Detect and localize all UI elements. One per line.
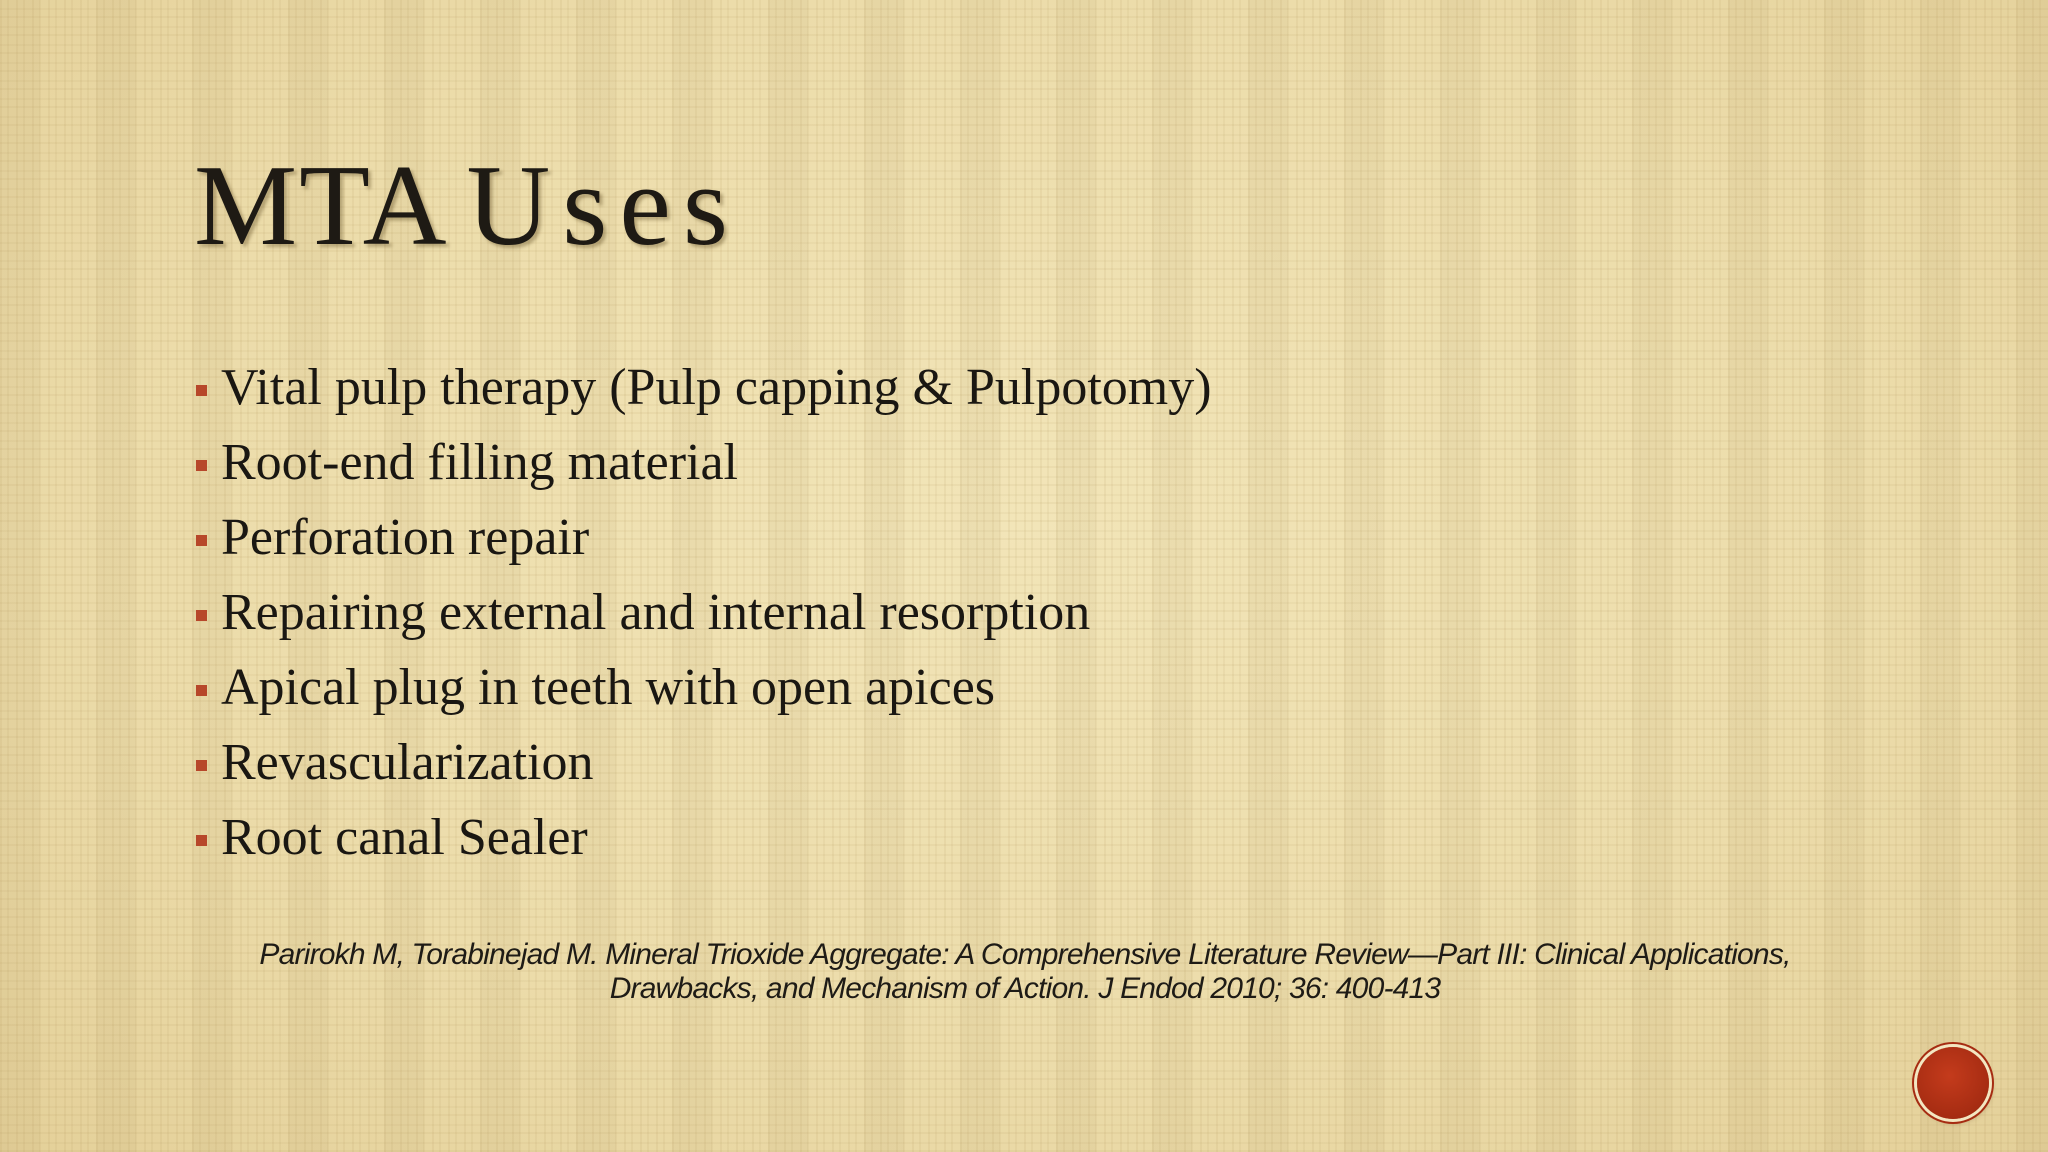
square-bullet-icon (196, 610, 207, 621)
bullet-text: Perforation repair (221, 508, 590, 566)
bullet-text: Repairing external and internal resorption (221, 583, 1091, 641)
bullet-item (196, 800, 1212, 875)
bullet-item (196, 425, 1212, 500)
bullet-item (196, 725, 1212, 800)
square-bullet-icon (196, 460, 207, 471)
citation (200, 938, 1850, 1006)
bullet-text: Root canal Sealer (221, 808, 588, 866)
slide-title-part1: MTA (194, 142, 449, 270)
bullet-text: Vital pulp therapy (Pulp capping & Pulpotomy) (221, 358, 1212, 416)
citation-line-1: Parirokh M, Torabinejad M. Mineral Trioxide Aggregate: A Comprehensive Literature Review—Part III: Clinical Applications, (259, 938, 1791, 971)
square-bullet-icon (196, 685, 207, 696)
bullet-text: Apical plug in teeth with open apices (221, 658, 996, 716)
square-bullet-icon (196, 760, 207, 771)
slide-nav-button[interactable] (1917, 1047, 1989, 1119)
bullet-text: Root-end filling material (221, 433, 738, 491)
bullet-text: Revascularization (221, 733, 594, 791)
bullet-item (196, 500, 1212, 575)
square-bullet-icon (196, 835, 207, 846)
citation-line-2: Drawbacks, and Mechanism of Action. J Endod 2010; 36: 400-413 (609, 972, 1441, 1005)
bullet-list (196, 350, 1212, 875)
slide-title (194, 142, 741, 270)
bullet-item (196, 650, 1212, 725)
bullet-item (196, 350, 1212, 425)
slide-title-part2: Uses (466, 142, 741, 270)
bullet-item (196, 575, 1212, 650)
square-bullet-icon (196, 385, 207, 396)
square-bullet-icon (196, 535, 207, 546)
